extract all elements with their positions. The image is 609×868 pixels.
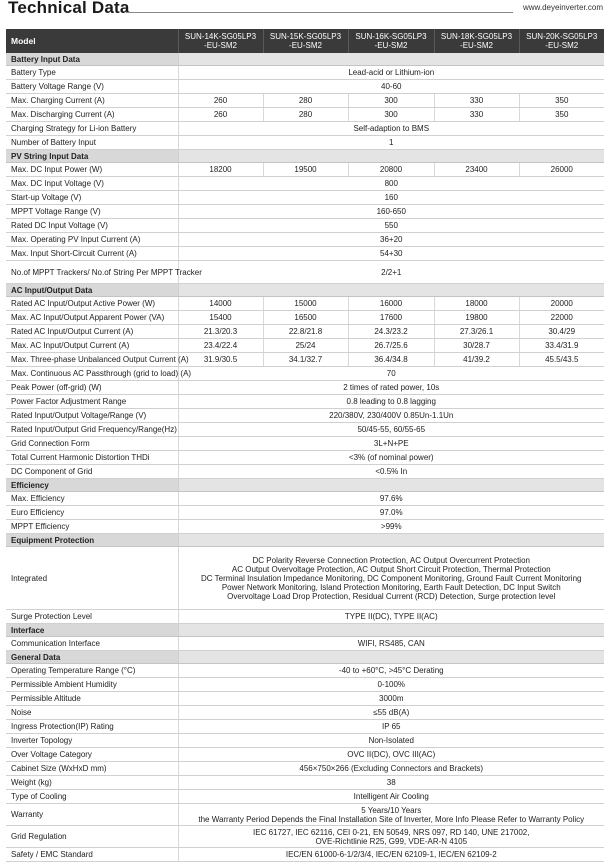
spec-label: Grid Connection Form — [6, 437, 178, 451]
spec-value: ≤55 dB(A) — [178, 706, 604, 720]
spec-value: IEC 61727, IEC 62116, CEI 0-21, EN 50549, NRS 097, RD 140, UNE 217002, OVE-Richtlinie R25, G99, VDE-AR-N 4105 — [178, 826, 604, 848]
spec-value: 40-60 — [178, 80, 604, 94]
spec-row — [6, 678, 604, 692]
spec-row — [6, 205, 604, 219]
spec-value: 15000 — [263, 297, 348, 311]
spec-value: 280 — [263, 94, 348, 108]
spec-label: Integrated — [6, 547, 178, 610]
spec-value: 30/28.7 — [434, 339, 519, 353]
spec-row — [6, 325, 604, 339]
spec-row — [6, 492, 604, 506]
spec-value: 23.4/22.4 — [178, 339, 263, 353]
spec-value: >99% — [178, 520, 604, 534]
spec-value: 260 — [178, 108, 263, 122]
spec-row — [6, 776, 604, 790]
spec-label: Start-up Voltage (V) — [6, 191, 178, 205]
spec-value: 45.5/43.5 — [519, 353, 604, 367]
spec-row — [6, 692, 604, 706]
spec-value: 160 — [178, 191, 604, 205]
model-name: SUN-20K-SG05LP3 -EU-SM2 — [519, 29, 604, 53]
spec-value: 3000m — [178, 692, 604, 706]
spec-value: IP 65 — [178, 720, 604, 734]
spec-value: IEC/EN 61000-6-1/2/3/4, IEC/EN 62109-1, IEC/EN 62109-2 — [178, 848, 604, 862]
spec-value: 17600 — [348, 311, 434, 325]
spec-value: 22000 — [519, 311, 604, 325]
spec-label: Type of Cooling — [6, 790, 178, 804]
spec-label: Rated Input/Output Voltage/Range (V) — [6, 409, 178, 423]
spec-value: Intelligent Air Cooling — [178, 790, 604, 804]
spec-row — [6, 748, 604, 762]
spec-value: 330 — [434, 108, 519, 122]
spec-row — [6, 80, 604, 94]
spec-value: 456×750×266 (Excluding Connectors and Brackets) — [178, 762, 604, 776]
spec-value: 16500 — [263, 311, 348, 325]
spec-row — [6, 451, 604, 465]
model-name: SUN-16K-SG05LP3 -EU-SM2 — [348, 29, 434, 53]
spec-value: DC Polarity Reverse Connection Protection, AC Output Overcurrent Protection AC Output Overvoltage Protection, AC Output Short Circuit Protection, Thermal Protection DC Terminal Insulation Impedance Monitoring, DC Component Monitoring, Ground Fault Current Monitoring Power Network Monitoring, Island Protection Monitoring, Earth Fault Detection, DC Input Switch Overvoltage Load Drop Protection, Residual Current (RCD) Detection, Surge protection level — [178, 547, 604, 610]
spec-label: Noise — [6, 706, 178, 720]
spec-label: Charging Strategy for Li-ion Battery — [6, 122, 178, 136]
model-header-row — [6, 29, 604, 53]
spec-row — [6, 353, 604, 367]
spec-row — [6, 219, 604, 233]
spec-value: 33.4/31.9 — [519, 339, 604, 353]
spec-label: Max. AC Input/Output Current (A) — [6, 339, 178, 353]
spec-value: 22.8/21.8 — [263, 325, 348, 339]
spec-value: 220/380V, 230/400V 0.85Un-1.1Un — [178, 409, 604, 423]
section-fill — [178, 150, 604, 163]
title-bar — [0, 0, 609, 20]
spec-row — [6, 465, 604, 479]
spec-label: Max. Continuous AC Passthrough (grid to load) (A) — [6, 367, 178, 381]
spec-value: 800 — [178, 177, 604, 191]
spec-row — [6, 177, 604, 191]
spec-value: 350 — [519, 108, 604, 122]
model-name: SUN-15K-SG05LP3 -EU-SM2 — [263, 29, 348, 53]
spec-value: 160-650 — [178, 205, 604, 219]
spec-row — [6, 136, 604, 150]
spec-label: Warranty — [6, 804, 178, 826]
spec-row — [6, 547, 604, 610]
spec-row — [6, 233, 604, 247]
spec-value: 0-100% — [178, 678, 604, 692]
spec-label: Weight (kg) — [6, 776, 178, 790]
spec-row — [6, 395, 604, 409]
section-title: Interface — [6, 624, 178, 637]
spec-value: 23400 — [434, 163, 519, 177]
spec-row — [6, 826, 604, 848]
spec-value: OVC II(DC), OVC III(AC) — [178, 748, 604, 762]
spec-label: Rated AC Input/Output Current (A) — [6, 325, 178, 339]
spec-value: Lead-acid or Lithium-ion — [178, 66, 604, 80]
spec-row — [6, 706, 604, 720]
spec-value: 14000 — [178, 297, 263, 311]
section-fill — [178, 53, 604, 66]
spec-value: 550 — [178, 219, 604, 233]
spec-label: Power Factor Adjustment Range — [6, 395, 178, 409]
section-fill — [178, 284, 604, 297]
spec-label: Surge Protection Level — [6, 610, 178, 624]
spec-label: Max. AC Input/Output Apparent Power (VA) — [6, 311, 178, 325]
section-fill — [178, 479, 604, 492]
spec-value: 27.3/26.1 — [434, 325, 519, 339]
section-title: Equipment Protection — [6, 534, 178, 547]
spec-row — [6, 506, 604, 520]
spec-row — [6, 94, 604, 108]
spec-value: 20000 — [519, 297, 604, 311]
spec-value: 19500 — [263, 163, 348, 177]
spec-value: 16000 — [348, 297, 434, 311]
spec-row — [6, 247, 604, 261]
spec-row — [6, 423, 604, 437]
spec-label: Inverter Topology — [6, 734, 178, 748]
spec-value: 5 Years/10 Years the Warranty Period Depends the Final Installation Site of Inverter, More Info Please Refer to Warranty Policy — [178, 804, 604, 826]
page-title: Technical Data — [8, 0, 130, 17]
spec-value: 350 — [519, 94, 604, 108]
section-title: Efficiency — [6, 479, 178, 492]
spec-label: Peak Power (off-grid) (W) — [6, 381, 178, 395]
spec-value: -40 to +60°C, >45°C Derating — [178, 664, 604, 678]
spec-value: Self-adaption to BMS — [178, 122, 604, 136]
title-divider — [126, 12, 513, 13]
spec-label: Max. DC Input Voltage (V) — [6, 177, 178, 191]
spec-label: Permissible Ambient Humidity — [6, 678, 178, 692]
spec-row — [6, 122, 604, 136]
section-header-row — [6, 53, 604, 66]
section-header-row — [6, 651, 604, 664]
spec-value: 330 — [434, 94, 519, 108]
spec-label: Permissible Altitude — [6, 692, 178, 706]
spec-value: 15400 — [178, 311, 263, 325]
spec-value: 18000 — [434, 297, 519, 311]
spec-label: Rated Input/Output Grid Frequency/Range(Hz) — [6, 423, 178, 437]
spec-value: 97.6% — [178, 492, 604, 506]
spec-value: 97.0% — [178, 506, 604, 520]
spec-label: Max. Efficiency — [6, 492, 178, 506]
section-header-row — [6, 479, 604, 492]
spec-label: Safety / EMC Standard — [6, 848, 178, 862]
spec-label: MPPT Efficiency — [6, 520, 178, 534]
spec-label: Battery Voltage Range (V) — [6, 80, 178, 94]
spec-label: DC Component of Grid — [6, 465, 178, 479]
spec-value: 70 — [178, 367, 604, 381]
spec-label: Number of Battery Input — [6, 136, 178, 150]
spec-value: 19800 — [434, 311, 519, 325]
section-title: General Data — [6, 651, 178, 664]
spec-value: 300 — [348, 94, 434, 108]
spec-value: 20800 — [348, 163, 434, 177]
spec-value: Non-Isolated — [178, 734, 604, 748]
spec-row — [6, 108, 604, 122]
section-header-row — [6, 150, 604, 163]
spec-value: 300 — [348, 108, 434, 122]
spec-value: WIFI, RS485, CAN — [178, 637, 604, 651]
spec-label: Max. Charging Current (A) — [6, 94, 178, 108]
spec-value: 260 — [178, 94, 263, 108]
spec-value: 41/39.2 — [434, 353, 519, 367]
spec-value: 36.4/34.8 — [348, 353, 434, 367]
spec-value: 2 times of rated power, 10s — [178, 381, 604, 395]
spec-label: Communication Interface — [6, 637, 178, 651]
section-fill — [178, 534, 604, 547]
spec-value: TYPE II(DC), TYPE II(AC) — [178, 610, 604, 624]
section-title: PV String Input Data — [6, 150, 178, 163]
spec-value: 21.3/20.3 — [178, 325, 263, 339]
spec-row — [6, 790, 604, 804]
website-url: www.deyeinverter.com — [522, 3, 603, 12]
spec-label: Operating Temperature Range (°C) — [6, 664, 178, 678]
spec-row — [6, 610, 604, 624]
spec-row — [6, 409, 604, 423]
spec-label: Cabinet Size (WxHxD mm) — [6, 762, 178, 776]
spec-label: Battery Type — [6, 66, 178, 80]
spec-value: 54+30 — [178, 247, 604, 261]
spec-row — [6, 437, 604, 451]
spec-value: 0.8 leading to 0.8 lagging — [178, 395, 604, 409]
spec-label: Max. Operating PV Input Current (A) — [6, 233, 178, 247]
spec-value: 50/45-55, 60/55-65 — [178, 423, 604, 437]
spec-label: Max. Discharging Current (A) — [6, 108, 178, 122]
spec-table — [6, 29, 604, 862]
spec-value: 1 — [178, 136, 604, 150]
spec-label: MPPT Voltage Range (V) — [6, 205, 178, 219]
spec-value: 30.4/29 — [519, 325, 604, 339]
spec-row — [6, 848, 604, 862]
spec-value: 38 — [178, 776, 604, 790]
section-header-row — [6, 624, 604, 637]
spec-value: 25/24 — [263, 339, 348, 353]
spec-value: 3L+N+PE — [178, 437, 604, 451]
spec-value: 26000 — [519, 163, 604, 177]
spec-row — [6, 720, 604, 734]
spec-value: 2/2+1 — [178, 261, 604, 284]
spec-value: 24.3/23.2 — [348, 325, 434, 339]
spec-row — [6, 261, 604, 284]
spec-value: 280 — [263, 108, 348, 122]
spec-label: Over Voltage Category — [6, 748, 178, 762]
spec-row — [6, 762, 604, 776]
section-title: AC Input/Output Data — [6, 284, 178, 297]
spec-label: Max. Input Short-Circuit Current (A) — [6, 247, 178, 261]
spec-row — [6, 520, 604, 534]
spec-label: Rated DC Input Voltage (V) — [6, 219, 178, 233]
spec-row — [6, 637, 604, 651]
section-fill — [178, 651, 604, 664]
spec-label: Ingress Protection(IP) Rating — [6, 720, 178, 734]
spec-value: <3% (of nominal power) — [178, 451, 604, 465]
spec-value: 31.9/30.5 — [178, 353, 263, 367]
spec-label: Max. DC Input Power (W) — [6, 163, 178, 177]
spec-label: Grid Regulation — [6, 826, 178, 848]
spec-value: <0.5% In — [178, 465, 604, 479]
spec-row — [6, 734, 604, 748]
spec-label: Total Current Harmonic Distortion THDi — [6, 451, 178, 465]
spec-label: Rated AC Input/Output Active Power (W) — [6, 297, 178, 311]
spec-row — [6, 381, 604, 395]
model-name: SUN-14K-SG05LP3 -EU-SM2 — [178, 29, 263, 53]
spec-label: Euro Efficiency — [6, 506, 178, 520]
spec-row — [6, 66, 604, 80]
spec-row — [6, 163, 604, 177]
spec-label: No.of MPPT Trackers/ No.of String Per MPPT Tracker — [6, 261, 178, 284]
spec-row — [6, 191, 604, 205]
model-name: SUN-18K-SG05LP3 -EU-SM2 — [434, 29, 519, 53]
spec-value: 34.1/32.7 — [263, 353, 348, 367]
section-header-row — [6, 284, 604, 297]
section-header-row — [6, 534, 604, 547]
model-label: Model — [6, 29, 178, 53]
spec-row — [6, 311, 604, 325]
spec-row — [6, 297, 604, 311]
spec-row — [6, 804, 604, 826]
section-fill — [178, 624, 604, 637]
spec-value: 36+20 — [178, 233, 604, 247]
spec-row — [6, 664, 604, 678]
spec-row — [6, 367, 604, 381]
spec-label: Max. Three-phase Unbalanced Output Current (A) — [6, 353, 178, 367]
spec-value: 18200 — [178, 163, 263, 177]
spec-row — [6, 339, 604, 353]
section-title: Battery Input Data — [6, 53, 178, 66]
spec-value: 26.7/25.6 — [348, 339, 434, 353]
